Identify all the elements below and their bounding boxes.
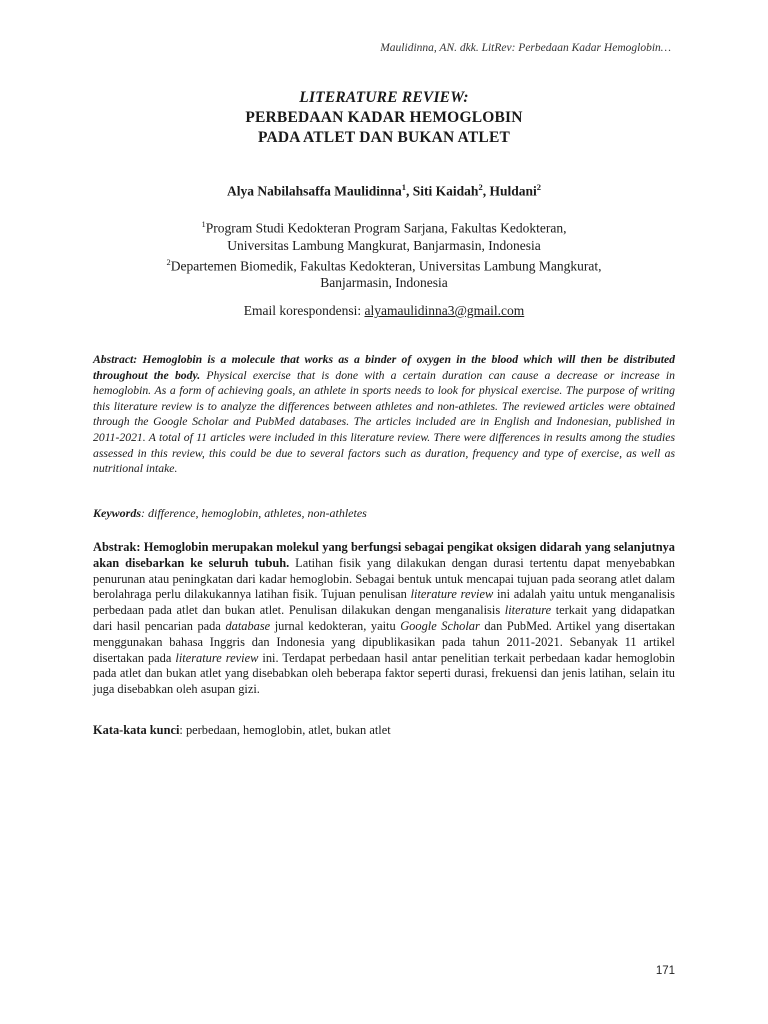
keywords-english bbox=[93, 506, 675, 521]
abstract-indonesian bbox=[93, 540, 675, 698]
author-2-affil-marker: 2 bbox=[478, 182, 483, 192]
author-3: , Huldani bbox=[482, 183, 537, 199]
running-head: Maulidinna, AN. dkk. LitRev: Perbedaan Kadar Hemoglobin… bbox=[380, 42, 671, 54]
email-link[interactable]: alyamaulidinna3@gmail.com bbox=[364, 303, 525, 318]
email-label: Email korespondensi: bbox=[243, 303, 365, 318]
abstract-indonesian-term-5: literature review bbox=[175, 650, 259, 665]
abstract-indonesian-part-2: ini adalah yaitu untuk menganalisis perbedaan pada atlet dan bukan atlet. Penulisan dilakukan dengan menganalisis bbox=[93, 587, 676, 618]
author-list bbox=[0, 182, 768, 200]
affiliation-2-line-2: Banjarmasin, Indonesia bbox=[320, 275, 448, 290]
abstract-english bbox=[93, 352, 675, 477]
abstract-indonesian-term-1: literature review bbox=[410, 587, 494, 602]
affiliation-1 bbox=[0, 216, 768, 237]
author-2: , Siti Kaidah bbox=[406, 183, 479, 199]
abstract-english-lead: Abstract: Hemoglobin is a molecule that works as a binder of oxygen in the blood which will then be distributed throughout the body. bbox=[93, 353, 675, 382]
keywords-indonesian-label: Kata-kata kunci bbox=[93, 723, 180, 737]
page-number: 171 bbox=[655, 965, 675, 977]
title-line-3: PADA ATLET DAN BUKAN ATLET bbox=[257, 129, 511, 146]
abstract-indonesian-part-1: Latihan fisik yang dilakukan dengan durasi tertentu dapat menyebabkan penurunan atau peningkatan dari kadar hemoglobin. Sebagai bentuk untuk mencapai tujuan pada seorang atlet dalam berolahraga perlu dilakukannya latihan fisik. Tujuan penulisan bbox=[93, 555, 675, 602]
affiliation-1-line-1: Program Studi Kedokteran Program Sarjana, Fakultas Kedokteran, bbox=[205, 220, 567, 236]
correspondence-email bbox=[0, 303, 768, 319]
affiliation-1-line-2: Universitas Lambung Mangkurat, Banjarmasin, Indonesia bbox=[227, 237, 541, 253]
abstract-indonesian-part-4: jurnal kedokteran, yaitu bbox=[270, 618, 401, 633]
author-1: Alya Nabilahsaffa Maulidinna bbox=[227, 183, 402, 199]
abstract-indonesian-lead: Abstrak: Hemoglobin merupakan molekul yang berfungsi sebagai pengikat oksigen didarah yang selanjutnya akan disebarkan ke seluruh tubuh. bbox=[93, 540, 675, 570]
author-3-affil-marker: 2 bbox=[536, 182, 541, 192]
keywords-english-text: : difference, hemoglobin, athletes, non-athletes bbox=[141, 506, 367, 520]
abstract-indonesian-term-2: literature bbox=[504, 603, 552, 618]
author-1-affil-marker: 1 bbox=[401, 182, 407, 192]
abstract-english-body: Physical exercise that is done with a certain duration can cause a decrease or increase in hemoglobin. As a form of achieving goals, an athlete in sports needs to look for physical exercise. The purpose of writing this literature review is to analyze the differences between athletes and non-athletes. The reviewed articles were obtained through the Google Scholar and PubMed databases. The articles included are in English and Indonesian, published in 2011-2021. A total of 11 articles were included in this literature review. There were differences in results among the studies assessed in this review, this could be due to several factors such as duration, frequency and type of exercise, as well as nutritional intake. bbox=[93, 368, 675, 476]
keywords-indonesian-text: : perbedaan, hemoglobin, atlet, bukan atlet bbox=[179, 723, 391, 737]
title-line-2: PERBEDAAN KADAR HEMOGLOBIN bbox=[245, 109, 523, 126]
paper-title bbox=[0, 88, 768, 148]
affiliation-2 bbox=[0, 254, 768, 275]
abstract-indonesian-part-3: terkait yang didapatkan dari hasil pencarian pada bbox=[93, 603, 675, 633]
affiliation-2-marker: 2 bbox=[166, 256, 171, 267]
abstract-indonesian-part-5: dan PubMed. Artikel yang disertakan menggunakan bahasa Inggris dan Indonesia yang dipublikasikan pada tahun 2011-2021. Sebanyak 11 artikel disertakan pada bbox=[93, 618, 675, 665]
keywords-indonesian bbox=[93, 723, 675, 738]
abstract-indonesian-part-6: ini. Terdapat perbedaan hasil antar penelitian terkait perbedaan kadar hemoglobin pada atlet dan bukan atlet yang disebabkan oleh beberapa faktor seperti durasi, frekuensi dan jenis latihan, selain itu juga disebabkan oleh asupan gizi. bbox=[93, 650, 675, 697]
abstract-indonesian-term-4: Google Scholar bbox=[400, 618, 480, 633]
keywords-english-label: Keywords bbox=[93, 506, 141, 520]
affiliations bbox=[0, 216, 768, 291]
title-line-1: LITERATURE REVIEW: bbox=[299, 89, 469, 106]
affiliation-1-marker: 1 bbox=[201, 219, 206, 229]
affiliation-2-line-1: Departemen Biomedik, Fakultas Kedokteran, Universitas Lambung Mangkurat, bbox=[170, 258, 602, 273]
abstract-indonesian-term-3: database bbox=[225, 618, 271, 633]
